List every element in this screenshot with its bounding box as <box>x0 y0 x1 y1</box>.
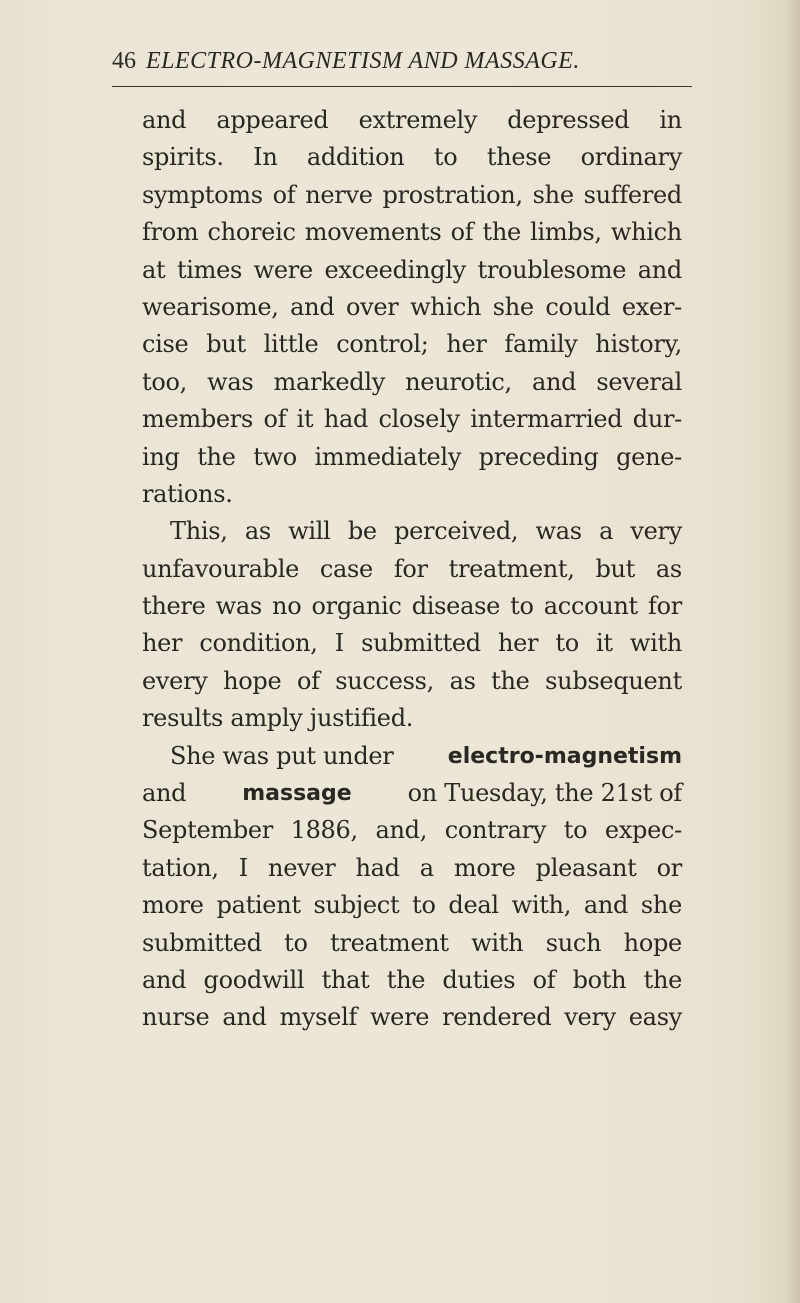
bold-term: massage <box>242 781 352 807</box>
text-line: more patient subject to deal with, and she <box>142 891 682 920</box>
text-line: there was no organic disease to account for <box>142 592 682 621</box>
text-line: submitted to treatment with such hope <box>142 928 682 957</box>
running-title: ELECTRO-MAGNETISM AND MASSAGE. <box>146 48 580 74</box>
running-header <box>112 48 732 84</box>
text-line: from choreic movements of the limbs, which <box>142 218 682 247</box>
body-text <box>142 102 682 1037</box>
bold-term: electro-magnetism <box>447 743 682 769</box>
text-line: symptoms of nerve prostration, she suffered <box>142 180 682 209</box>
text-segment: on Tuesday, the 21st of <box>407 779 682 808</box>
text-line: and appeared extremely depressed in <box>142 106 682 134</box>
text-line: tation, I never had a more pleasant or <box>142 853 682 882</box>
text-line: spirits. In addition to these ordinary <box>142 143 682 172</box>
text-line: September 1886, and, contrary to expec- <box>142 816 682 845</box>
text-line: her condition, I submitted her to it with <box>142 629 682 658</box>
text-line-with-term <box>142 738 682 775</box>
text-segment: and <box>142 779 187 808</box>
page-number: 46 <box>112 48 136 74</box>
text-line-with-term <box>142 775 682 812</box>
text-segment: She was put under <box>170 741 394 770</box>
text-line: cise but little control; her family history, <box>142 330 682 359</box>
text-line: This, as will be perceived, was a very <box>170 517 682 546</box>
text-line: results amply justified. <box>142 704 414 733</box>
text-line: and goodwill that the duties of both the <box>142 965 682 994</box>
text-line: unfavourable case for treatment, but as <box>142 554 682 583</box>
page-edge-shadow <box>786 0 800 1303</box>
text-line: ing the two immediately preceding gene- <box>142 442 682 471</box>
text-line: wearisome, and over which she could exer- <box>142 292 682 321</box>
text-line: every hope of success, as the subsequent <box>142 666 682 695</box>
text-line: rations. <box>142 479 233 508</box>
header-rule <box>112 86 692 87</box>
text-line: too, was markedly neurotic, and several <box>142 367 682 396</box>
text-line: nurse and myself were rendered very easy <box>142 1003 682 1032</box>
text-line: at times were exceedingly troublesome and <box>142 255 682 284</box>
text-line: members of it had closely intermarried dur- <box>142 405 682 434</box>
